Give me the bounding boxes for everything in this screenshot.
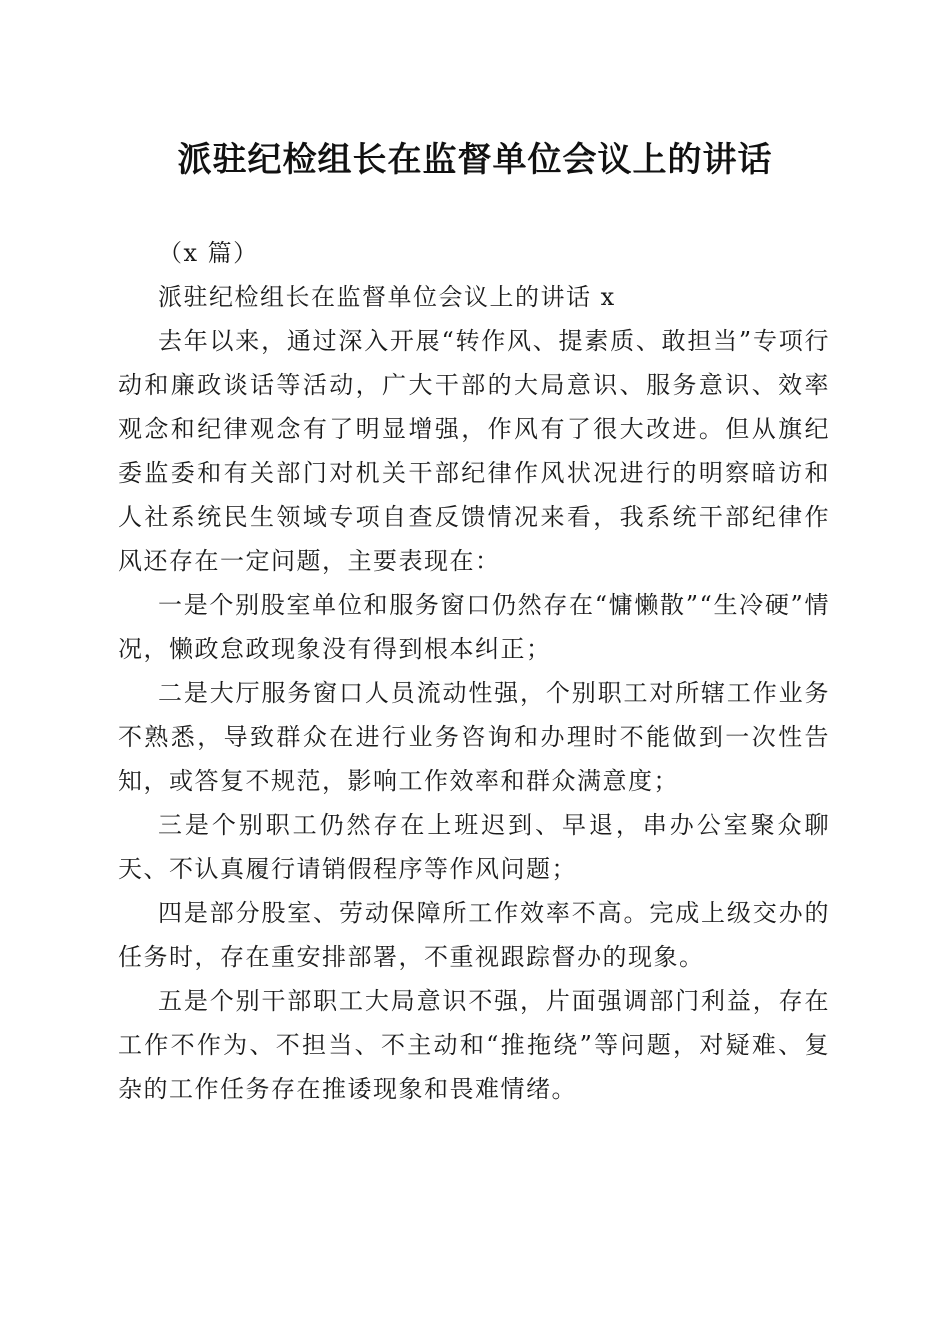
paragraph-point-3: 三是个别职工仍然存在上班迟到、早退，串办公室聚众聊天、不认真履行请销假程序等作风问题； [118, 811, 830, 883]
paragraph-count-note: （x 篇） [158, 239, 259, 267]
paragraph-point-4: 四是部分股室、劳动保障所工作效率不高。完成上级交办的任务时，存在重安排部署，不重视跟踪督办的现象。 [118, 899, 830, 971]
document-body [118, 231, 830, 1111]
paragraph-point-2: 二是大厅服务窗口人员流动性强，个别职工对所辖工作业务不熟悉，导致群众在进行业务咨询和办理时不能做到一次性告知，或答复不规范，影响工作效率和群众满意度； [118, 679, 830, 795]
paragraph-point-5: 五是个别干部职工大局意识不强，片面强调部门利益，存在工作不作为、不担当、不主动和“推拖绕”等问题，对疑难、复杂的工作任务存在推诿现象和畏难情绪。 [118, 987, 830, 1103]
paragraph-intro: 去年以来，通过深入开展“转作风、提素质、敢担当”专项行动和廉政谈话等活动，广大干部的大局意识、服务意识、效率观念和纪律观念有了明显增强，作风有了很大改进。但从旗纪委监委和有关部门对机关干部纪律作风状况进行的明察暗访和人社系统民生领域专项自查反馈情况来看，我系统干部纪律作风还存在一定问题，主要表现在： [118, 327, 830, 575]
document-title: 派驻纪检组长在监督单位会议上的讲话 [177, 140, 773, 180]
paragraph-subtitle: 派驻纪检组长在监督单位会议上的讲话 x [158, 283, 616, 311]
paragraph-point-1: 一是个别股室单位和服务窗口仍然存在“慵懒散”“生冷硬”情况，懒政怠政现象没有得到根本纠正； [118, 591, 830, 663]
